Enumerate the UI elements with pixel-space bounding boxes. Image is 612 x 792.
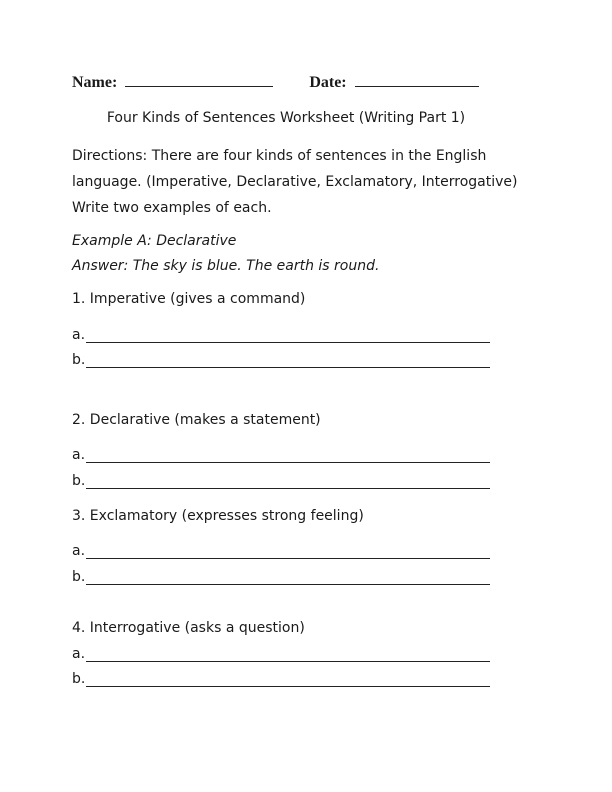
answer-prefix-b: b. bbox=[72, 352, 86, 368]
answer-line[interactable] bbox=[86, 474, 490, 489]
question-4-answer-a[interactable] bbox=[72, 646, 490, 662]
question-2-answer-a[interactable] bbox=[72, 447, 490, 463]
answer-prefix-a: a. bbox=[72, 447, 86, 463]
answer-prefix-b: b. bbox=[72, 671, 86, 687]
question-1-answer-b[interactable] bbox=[72, 352, 490, 368]
directions-line-1: Directions: There are four kinds of sentences in the English bbox=[72, 148, 487, 164]
question-2-label: 2. Declarative (makes a statement) bbox=[72, 412, 321, 428]
question-1-label: 1. Imperative (gives a command) bbox=[72, 291, 306, 307]
name-field bbox=[72, 72, 273, 92]
date-field bbox=[309, 72, 478, 92]
name-label: Name: bbox=[72, 74, 118, 91]
question-3-label: 3. Exclamatory (expresses strong feeling) bbox=[72, 508, 364, 524]
name-blank[interactable] bbox=[125, 72, 273, 87]
header-row bbox=[72, 72, 479, 92]
answer-prefix-b: b. bbox=[72, 569, 86, 585]
directions bbox=[72, 143, 542, 221]
answer-line[interactable] bbox=[86, 353, 490, 368]
answer-line[interactable] bbox=[86, 328, 490, 343]
date-blank[interactable] bbox=[355, 72, 479, 87]
worksheet-title: Four Kinds of Sentences Worksheet (Writing Part 1) bbox=[106, 110, 466, 126]
question-4-label: 4. Interrogative (asks a question) bbox=[72, 620, 305, 636]
answer-prefix-a: a. bbox=[72, 327, 86, 343]
answer-prefix-a: a. bbox=[72, 646, 86, 662]
answer-prefix-a: a. bbox=[72, 543, 86, 559]
answer-line[interactable] bbox=[86, 544, 490, 559]
question-2-answer-b[interactable] bbox=[72, 473, 490, 489]
question-3-answer-a[interactable] bbox=[72, 543, 490, 559]
answer-line[interactable] bbox=[86, 647, 490, 662]
date-label: Date: bbox=[309, 74, 347, 91]
example-label: Example A: Declarative bbox=[72, 233, 237, 249]
directions-line-3: Write two examples of each. bbox=[72, 200, 272, 216]
example-answer: Answer: The sky is blue. The earth is round. bbox=[72, 258, 380, 274]
answer-line[interactable] bbox=[86, 448, 490, 463]
question-1-answer-a[interactable] bbox=[72, 327, 490, 343]
answer-line[interactable] bbox=[86, 672, 490, 687]
answer-prefix-b: b. bbox=[72, 473, 86, 489]
question-4-answer-b[interactable] bbox=[72, 671, 490, 687]
directions-line-2: language. (Imperative, Declarative, Exclamatory, Interrogative) bbox=[72, 174, 518, 190]
answer-line[interactable] bbox=[86, 570, 490, 585]
question-3-answer-b[interactable] bbox=[72, 569, 490, 585]
example-block bbox=[72, 229, 379, 279]
